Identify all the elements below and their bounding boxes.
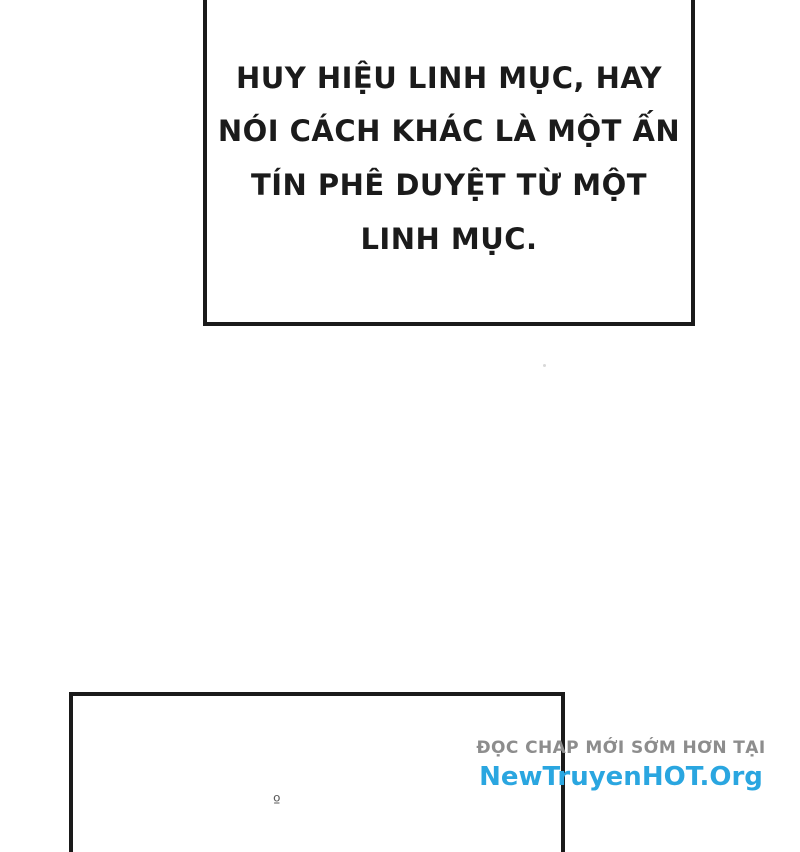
watermark-site-part-2: Truyen (542, 762, 642, 792)
narration-line-4: LINH MỤC. (360, 221, 538, 256)
narration-line-3: TÍN PHÊ DUYỆT TỪ MỘT (250, 168, 648, 202)
next-panel-mark: º (273, 792, 281, 811)
dot-artifact (543, 364, 546, 367)
narration-text-block (207, 0, 691, 322)
watermark-tagline: ĐỌC CHAP MỚI SỚM HƠN TẠI (476, 738, 766, 758)
watermark-site (456, 762, 786, 792)
watermark-site-part-4: .Org (699, 762, 763, 792)
narration-line-1: HUY HIỆU LINH MỤC, HAY (235, 60, 663, 95)
watermark (456, 738, 786, 792)
narration-panel (203, 0, 695, 326)
narration-line-2: NÓI CÁCH KHÁC LÀ MỘT ẤN (217, 114, 681, 149)
watermark-site-part-3: HOT (641, 762, 700, 792)
watermark-site-part-1: New (479, 762, 543, 792)
